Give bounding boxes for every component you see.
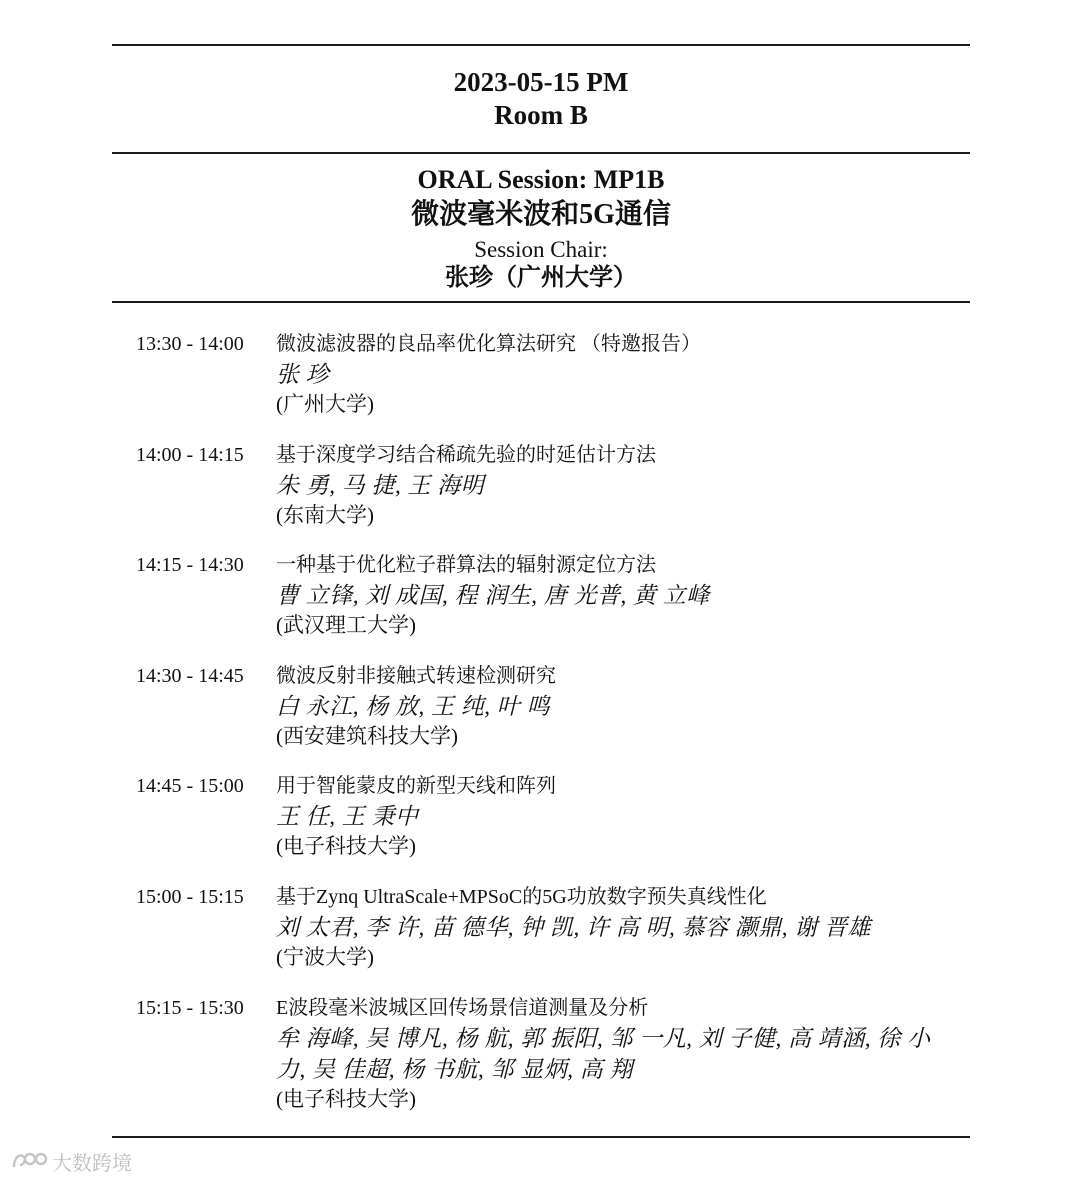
talk-time: 14:45 - 15:00 <box>136 775 244 797</box>
talk-title: 微波反射非接触式转速检测研究 <box>276 665 556 687</box>
talk-authors: 牟 海峰, 吴 博凡, 杨 航, 郭 振阳, 邹 一凡, 刘 子健, 高 靖涵, 徐 小力, 吴 佳超, 杨 书航, 邹 显炳, 高 翔 <box>276 1026 931 1082</box>
talk-authors: 刘 太君, 李 许, 苗 德华, 钟 凯, 许 高 明, 慕容 灏鼎, 谢 晋雄 <box>276 915 871 940</box>
bottom-rule <box>112 1136 970 1138</box>
talk-affiliation: (广州大学) <box>276 392 374 416</box>
session-chair-name: 张珍（广州大学） <box>445 265 637 291</box>
talk-authors: 朱 勇, 马 捷, 王 海明 <box>276 473 485 498</box>
session-rule <box>112 301 970 303</box>
watermark-logo-icon <box>10 1149 48 1173</box>
talk-authors: 王 任, 王 秉中 <box>276 804 419 829</box>
talk-title: 基于深度学习结合稀疏先验的时延估计方法 <box>276 444 656 466</box>
talk-affiliation: (东南大学) <box>276 503 374 527</box>
watermark <box>10 1146 132 1176</box>
talk-title: E波段毫米波城区回传场景信道测量及分析 <box>276 997 649 1019</box>
talk-affiliation: (武汉理工大学) <box>276 613 416 637</box>
talk-affiliation: (电子科技大学) <box>276 1087 416 1111</box>
session-chair-label: Session Chair: <box>474 237 608 262</box>
talk-title: 用于智能蒙皮的新型天线和阵列 <box>276 775 556 797</box>
watermark-text: 大数跨境 <box>52 1150 132 1175</box>
talk-affiliation: (西安建筑科技大学) <box>276 724 458 748</box>
top-rule <box>112 44 970 46</box>
talk-authors: 张 珍 <box>276 362 330 387</box>
talk-time: 15:00 - 15:15 <box>136 886 244 908</box>
talk-title: 基于Zynq UltraScale+MPSoC的5G功放数字预失真线性化 <box>276 886 767 908</box>
talk-time: 14:30 - 14:45 <box>136 665 244 687</box>
talk-title: 一种基于优化粒子群算法的辐射源定位方法 <box>276 554 656 576</box>
talk-time: 15:15 - 15:30 <box>136 997 244 1019</box>
talk-title: 微波滤波器的良品率优化算法研究 （特邀报告） <box>276 333 701 355</box>
talk-authors: 白 永江, 杨 放, 王 纯, 叶 鸣 <box>276 694 550 719</box>
header-rule <box>112 152 970 154</box>
talk-affiliation: (电子科技大学) <box>276 834 416 858</box>
talk-affiliation: (宁波大学) <box>276 945 374 969</box>
talk-time: 13:30 - 14:00 <box>136 333 244 355</box>
talk-time: 14:00 - 14:15 <box>136 444 244 466</box>
talk-authors: 曹 立锋, 刘 成国, 程 润生, 唐 光普, 黄 立峰 <box>276 583 710 608</box>
session-date: 2023-05-15 PM <box>453 67 629 97</box>
session-room: Room B <box>494 100 588 130</box>
session-title: 微波毫米波和5G通信 <box>411 199 671 230</box>
talk-time: 14:15 - 14:30 <box>136 554 244 576</box>
session-code: ORAL Session: MP1B <box>417 165 665 194</box>
